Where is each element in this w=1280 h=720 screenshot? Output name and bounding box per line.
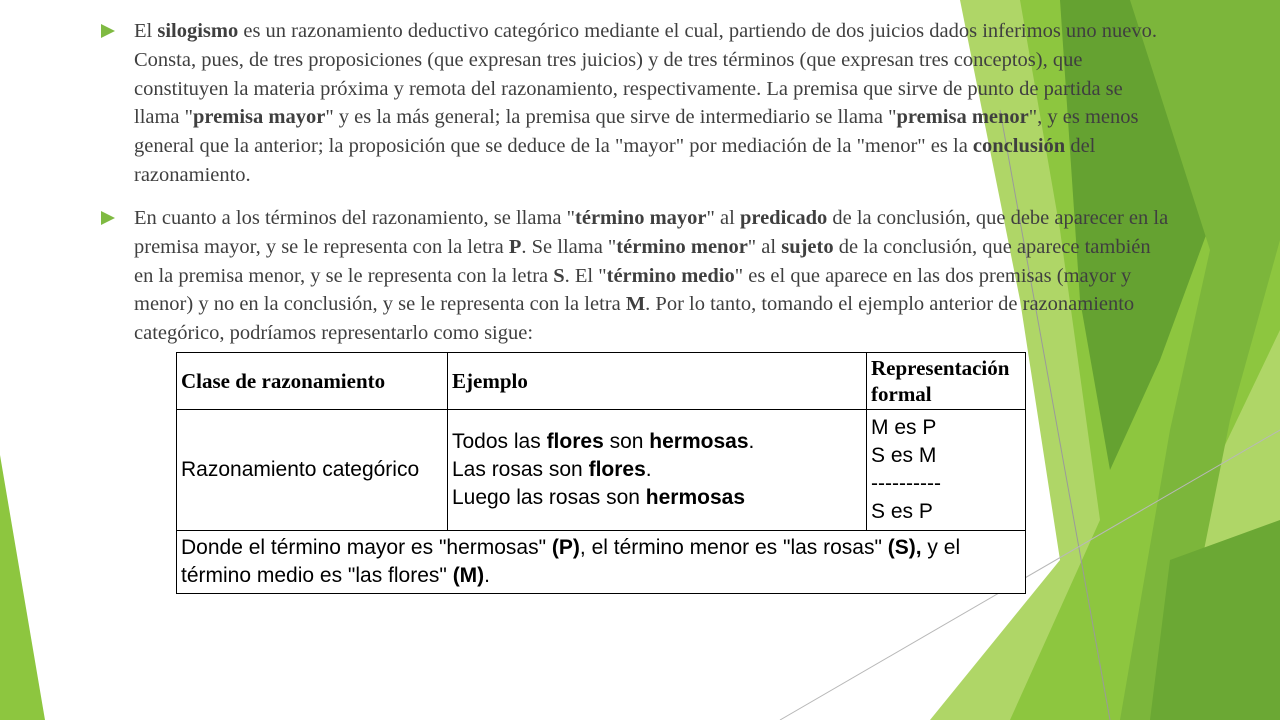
bullet-text: El silogismo es un razonamiento deductivo categórico mediante el cual, partiendo de dos juicios dados inferimos uno nuevo. Consta, pues, de tres proposiciones (que expresan tres juicios) y de tres términos (que expresan tres conceptos), que constituyen la materia próxima y remota del razonamiento, respectivamente. La premisa que sirve de punto de partida se llama "premisa mayor" y es la más general; la premisa que sirve de intermediario se llama "premisa menor", y es menos general que la anterior; la proposición que se deduce de la "mayor" por mediación de la "menor" es la conclusión del razonamiento. bbox=[134, 20, 1158, 186]
triangle-arrow-icon bbox=[100, 23, 116, 39]
example-cell bbox=[448, 410, 867, 531]
formal-line: S es M bbox=[871, 444, 937, 467]
bullet-paragraph bbox=[100, 17, 1170, 190]
header-cell-example: Ejemplo bbox=[448, 353, 867, 410]
example-line: Luego las rosas son hermosas bbox=[452, 486, 746, 509]
bullet-text: En cuanto a los términos del razonamiento, se llama "término mayor" al predicado de la conclusión, que debe aparecer en la premisa mayor, y se le representa con la letra P. Se llama "término menor" al sujeto de la conclusión, que aparece también en la premisa menor, y se le representa con la letra S. El "término medio" es el que aparece en las dos premisas (mayor y menor) y no en la conclusión, y se le representa con la letra M. Por lo tanto, tomando el ejemplo anterior de razonamiento categórico, podríamos representarlo como sigue: bbox=[134, 207, 1169, 345]
example-line: Todos las flores son hermosas. bbox=[452, 430, 755, 453]
table-row bbox=[177, 410, 1026, 531]
header-cell-formal: Representación formal bbox=[867, 353, 1026, 410]
row-label-cell: Razonamiento categórico bbox=[177, 410, 448, 531]
table-header-row bbox=[177, 353, 1026, 410]
formal-line: ---------- bbox=[871, 472, 941, 495]
formal-cell bbox=[867, 410, 1026, 531]
syllogism-table bbox=[176, 352, 1026, 594]
triangle-arrow-icon bbox=[100, 210, 116, 226]
footer-cell: Donde el término mayor es "hermosas" (P), el término menor es "las rosas" (S), y el término medio es "las flores" (M). bbox=[177, 531, 1026, 594]
table-footer-row bbox=[177, 531, 1026, 594]
example-line: Las rosas son flores. bbox=[452, 458, 652, 481]
header-cell-class: Clase de razonamiento bbox=[177, 353, 448, 410]
bullet-paragraph bbox=[100, 204, 1170, 348]
formal-line: M es P bbox=[871, 416, 937, 439]
formal-line: S es P bbox=[871, 500, 933, 523]
